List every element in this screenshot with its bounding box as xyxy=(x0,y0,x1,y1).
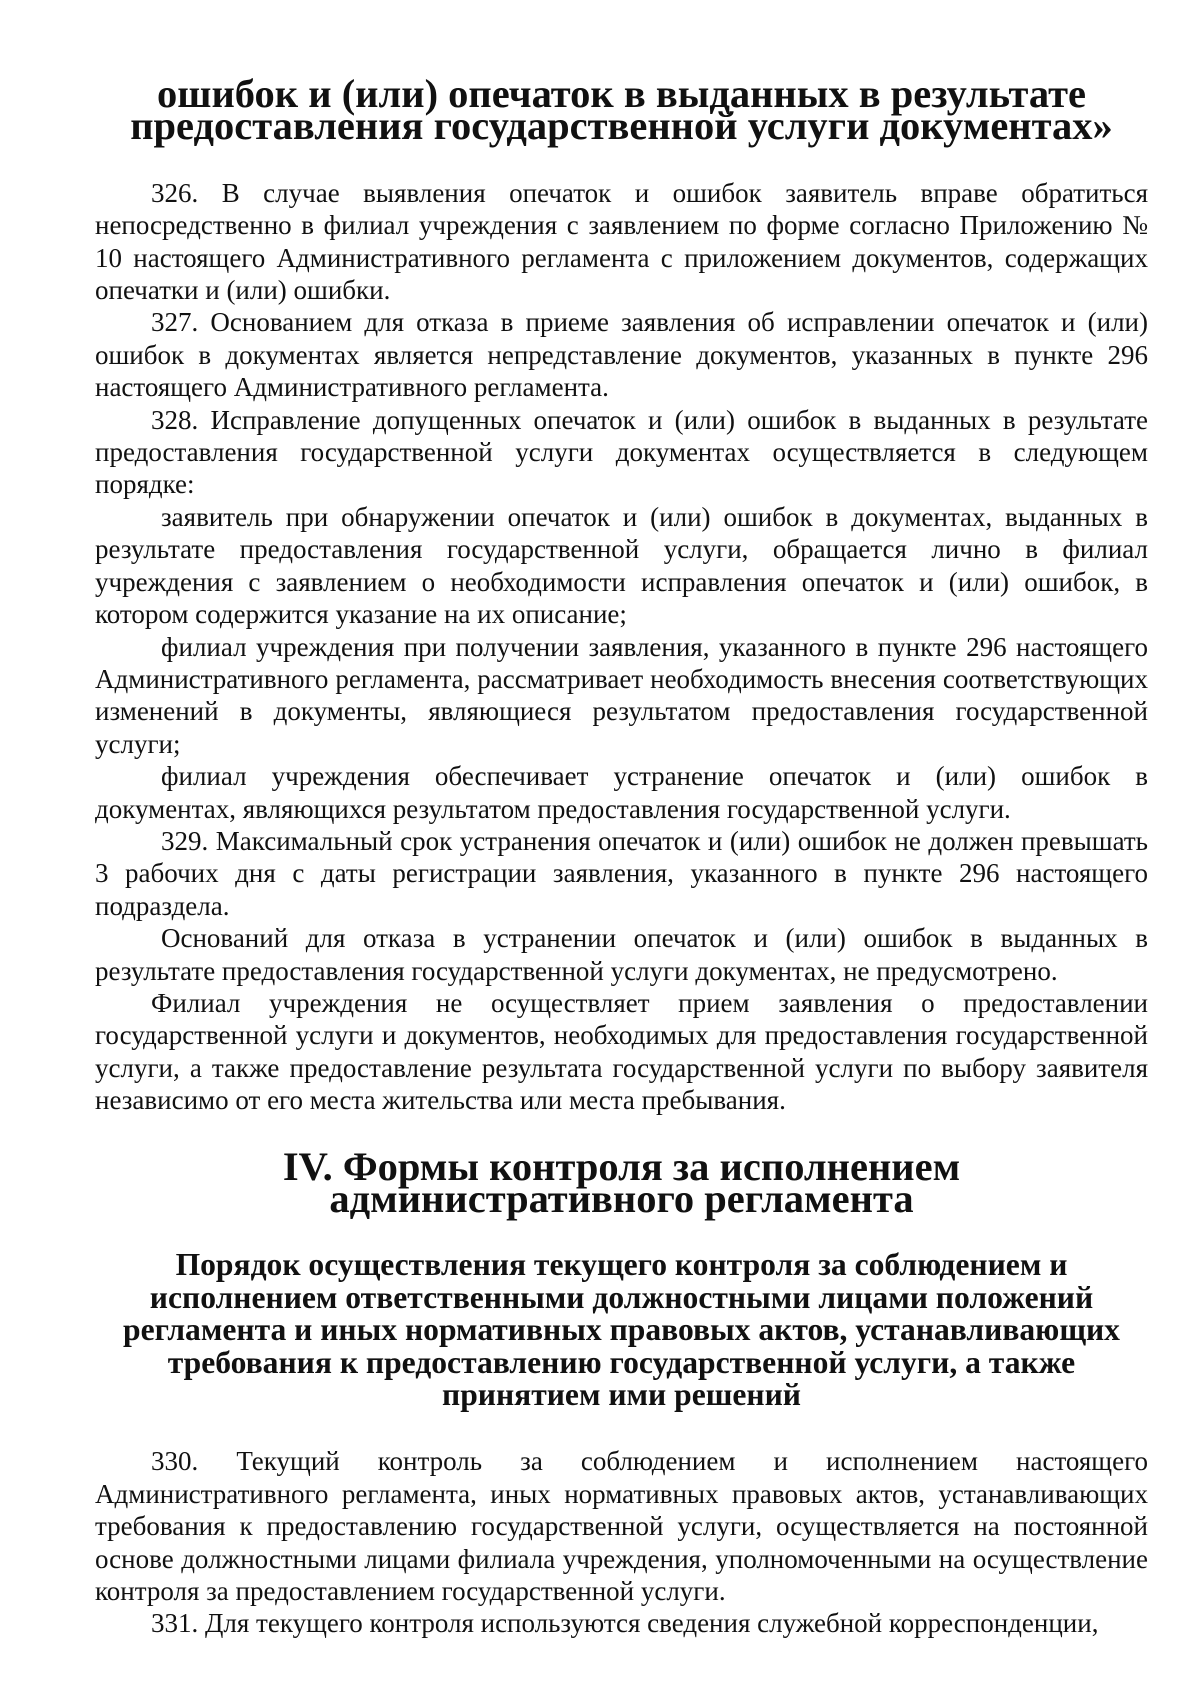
paragraph-330: 330. Текущий контроль за соблюдением и исполнением настоящего Административного регламента, иных нормативных правовых актов, устанавливающих требования к предоставлению государственной услуги, осуществляется на постоянной основе должностными лицами филиала учреждения, уполномоченными на осуществление контроля за предоставлением государственной услуги. xyxy=(95,1446,1148,1607)
paragraph-329: 329. Максимальный срок устранения опечаток и (или) ошибок не должен превышать 3 рабочих дня с даты регистрации заявления, указанного в пункте 296 настоящего подраздела. xyxy=(95,825,1148,921)
continued-heading: ошибок и (или) опечаток в выданных в результате предоставления государственной услуги документах» xyxy=(130,71,1113,149)
subsection-heading: Порядок осуществления текущего контроля за соблюдением и исполнением ответственными должностными лицами положений регламента и иных нормативных правовых актов, устанавливающих требования к предоставлению государственной услуги, а также принятием ими решений xyxy=(123,1247,1120,1413)
paragraph-328-item-1: заявитель при обнаружении опечаток и (или) ошибок в документах, выданных в результате предоставления государственной услуги, обращается лично в филиал учреждения с заявлением о необходимости исправления опечаток и (или) ошибок, в котором содержится указание на их описание; xyxy=(95,501,1148,630)
paragraph-326: 326. В случае выявления опечаток и ошибок заявитель вправе обратиться непосредственно в филиал учреждения с заявлением по форме согласно Приложению № 10 настоящего Административного регламента с приложением документов, содержащих опечатки и (или) ошибки. xyxy=(95,177,1148,306)
paragraph-no-refusal: Оснований для отказа в устранении опечаток и (или) ошибок в выданных в результате предоставления государственной услуги документах, не предусмотрено. xyxy=(95,923,1148,986)
paragraph-327: 327. Основанием для отказа в приеме заявления об исправлении опечаток и (или) ошибок в документах является непредставление документов, указанных в пункте 296 настоящего Административного регламента. xyxy=(95,307,1148,403)
paragraph-328-item-2: филиал учреждения при получении заявления, указанного в пункте 296 настоящего Административного регламента, рассматривает необходимость внесения соответствующих изменений в документы, являющиеся результатом предоставления государственной услуги; xyxy=(95,631,1148,759)
paragraph-328-item-3: филиал учреждения обеспечивает устранение опечаток и (или) ошибок в документах, являющихся результатом предоставления государственной услуги. xyxy=(95,761,1148,824)
paragraph-331: 331. Для текущего контроля используются сведения служебной корреспонденции, xyxy=(151,1608,1099,1639)
paragraph-328: 328. Исправление допущенных опечаток и (или) ошибок в выданных в результате предоставления государственной услуги документах осуществляется в следующем порядке: xyxy=(95,404,1148,500)
paragraph-extraterritorial: Филиал учреждения не осуществляет прием заявления о предоставлении государственной услуги и документов, необходимых для предоставления государственной услуги, а также предоставление результата государственной услуги по выбору заявителя независимо от его места жительства или места пребывания. xyxy=(95,987,1148,1116)
section-heading: IV. Формы контроля за исполнением административного регламента xyxy=(282,1143,961,1221)
